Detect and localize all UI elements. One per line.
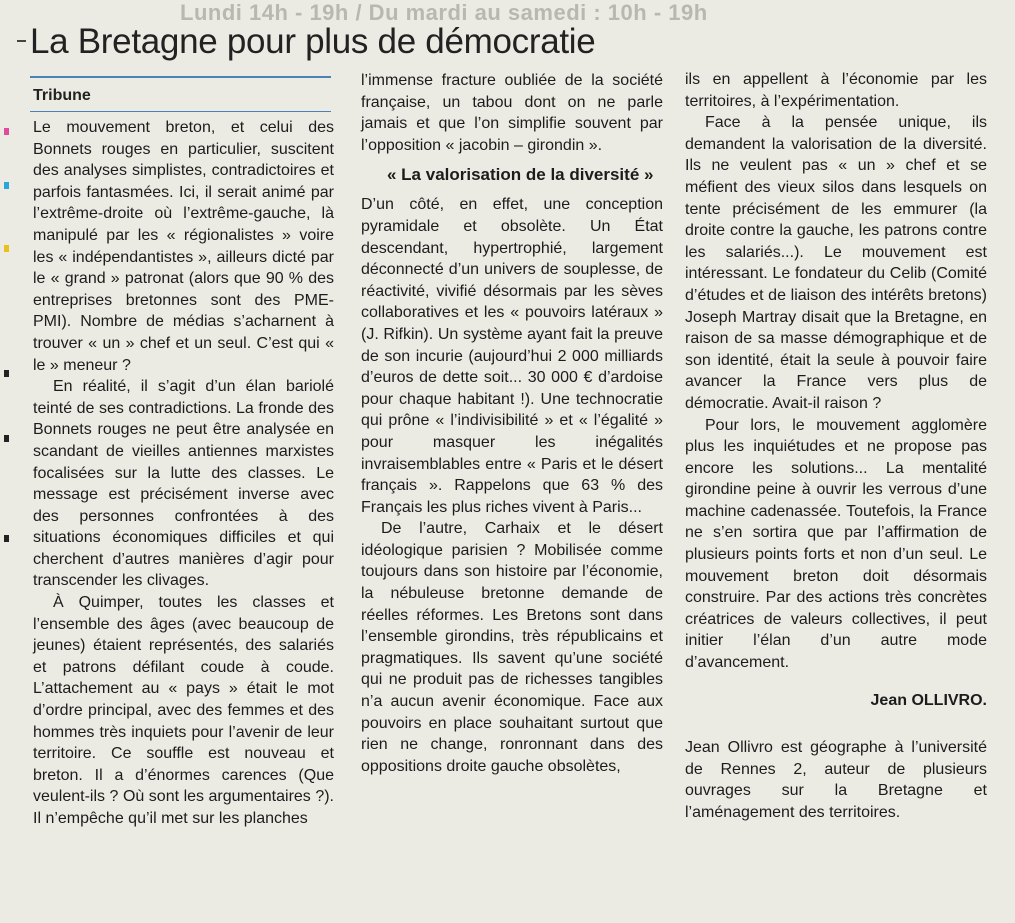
paragraph: Pour lors, le mouvement agglomère plus les inquiétudes et ne propose pas encore les solutions... La mentalité girondine peine à ouvrir les verrous d’une machine cadenassée. Toutefois, la France ne s’en sortira que par l’affirmation de plusieurs points forts et non d’un seul. Le mouvement breton doit désormais construire. Par des actions très concrètes créatrices de valeurs collectives, il peut initier l’élan d’un autre mode d’avancement. — [685, 416, 987, 672]
rubric-label: Tribune — [33, 87, 91, 104]
column-1 — [33, 117, 334, 830]
previous-article-bleed: Lundi 14h - 19h / Du mardi au samedi : 10h - 19h — [180, 0, 708, 25]
paragraph: Le mouvement breton, et celui des Bonnets rouges en particulier, suscitent des analyses simplistes, contradictoires et parfois fantasmées. Ici, il serait animé par l’extrême-droite où l’extrême-gauche, là manipulé par les « régionalistes » voire les « indépendantistes », ailleurs dicté par le « grand » patronat (alors que 90 % des entreprises bretonnes sont des PME-PMI). Nombre de médias s’acharnent à trouver « un » chef et un seul. C’est qui « le » meneur ? — [33, 119, 334, 374]
author-signature: Jean OLLIVRO. — [870, 691, 987, 709]
paragraph: En réalité, il s’agit d’un élan bariolé teinté de ses contradictions. La fronde des Bonnets rouges ne peut être analysée en scandant de vieilles antiennes marxistes focalisées sur la lutte des classes. Le message est précisément inverse avec des personnes confrontées à des situations économiques difficiles et qui cherchent d’autres manières d’agir pour transcender les clivages. — [33, 378, 334, 590]
paragraph: À Quimper, toutes les classes et l’ensemble des âges (avec beaucoup de jeunes) étaient représentés, des salariés et patrons défilant coude à coude. L’attachement au « pays » était le mot d’ordre principal, avec des femmes et des hommes très inquiets pour l’avenir de leur territoire. Ce souffle est nouveau et breton. Il a d’énormes carences (Que veulent-ils ? Où sont les argumentaires ?). Il n’empêche qu’il met sur les planches — [33, 594, 334, 827]
paragraph: De l’autre, Carhaix et le désert idéologique parisien ? Mobilisée comme toujours dans son histoire par l’économie, la nébuleuse bretonne demande de réelles réformes. Les Bretons sont dans l’ensemble girondins, très républicains et pragmatiques. Ils savent qu’une société qui ne produit pas de richesses tangibles n’a aucun avenir économique. Face aux pouvoirs en place souhaitant surtout que rien ne change, ronronnant dans des oppositions droite gauche obsolètes, — [361, 520, 663, 775]
article-title: La Bretagne pour plus de démocratie — [30, 22, 596, 61]
paragraph: D’un côté, en effet, une conception pyramidale et obsolète. Un État descendant, hypertrophié, largement déconnecté d’un univers de souplesse, de réactivité, vivifié désormais par les sèves collaboratives et les « pouvoirs latéraux » (J. Rifkin). Un système ayant fait la preuve de son incurie (aujourd’hui 2 000 milliards d’euros de dette soit... 30 000 € d’ardoise pour chaque habitant !). Une technocratie qui prône « l’indivisibilité » et « l’égalité » pour masquer les inégalités invraisemblables entre « Paris et le désert français ». Rappelons que 63 % des Français les plus riches vivent à Paris... — [361, 196, 663, 516]
author-bio: Jean Ollivro est géographe à l’université de Rennes 2, auteur de plusieurs ouvrages sur la Bretagne et l’aménagement des territoires. — [685, 739, 987, 821]
title-dash — [17, 40, 26, 42]
registration-mark-pink — [4, 128, 9, 135]
registration-mark-yellow — [4, 245, 9, 252]
paragraph: ils en appellent à l’économie par les territoires, à l’expérimentation. — [685, 71, 987, 110]
rubric-bottom-rule — [30, 111, 331, 112]
registration-mark-dark — [4, 535, 9, 542]
registration-mark-dark — [4, 370, 9, 377]
paragraph: Face à la pensée unique, ils demandent la valorisation de la diversité. Ils ne veulent pas « un » chef et se méfient des vieux silos dans lesquels on tente précisément de les emmurer (la droite contre la gauche, les patrons contre les salariés...). Le mouvement est intéressant. Le fondateur du Celib (Comité d’études et de liaison des intérêts bretons) Joseph Martray disait que la Bretagne, en raison de sa masse démographique et de son identité, était la seule à pouvoir faire avancer la France vers plus de démocratie. Avait-il raison ? — [685, 114, 987, 412]
registration-mark-dark — [4, 435, 9, 442]
column-3 — [685, 69, 987, 824]
intertitle: « La valorisation de la diversité » — [387, 165, 654, 185]
rubric-top-rule — [30, 76, 331, 78]
paragraph: l’immense fracture oubliée de la société française, un tabou dont on ne parle jamais et que l’on simplifie souvent par l’opposition « jacobin – girondin ». — [361, 72, 663, 154]
registration-mark-cyan — [4, 182, 9, 189]
column-2 — [361, 70, 663, 777]
